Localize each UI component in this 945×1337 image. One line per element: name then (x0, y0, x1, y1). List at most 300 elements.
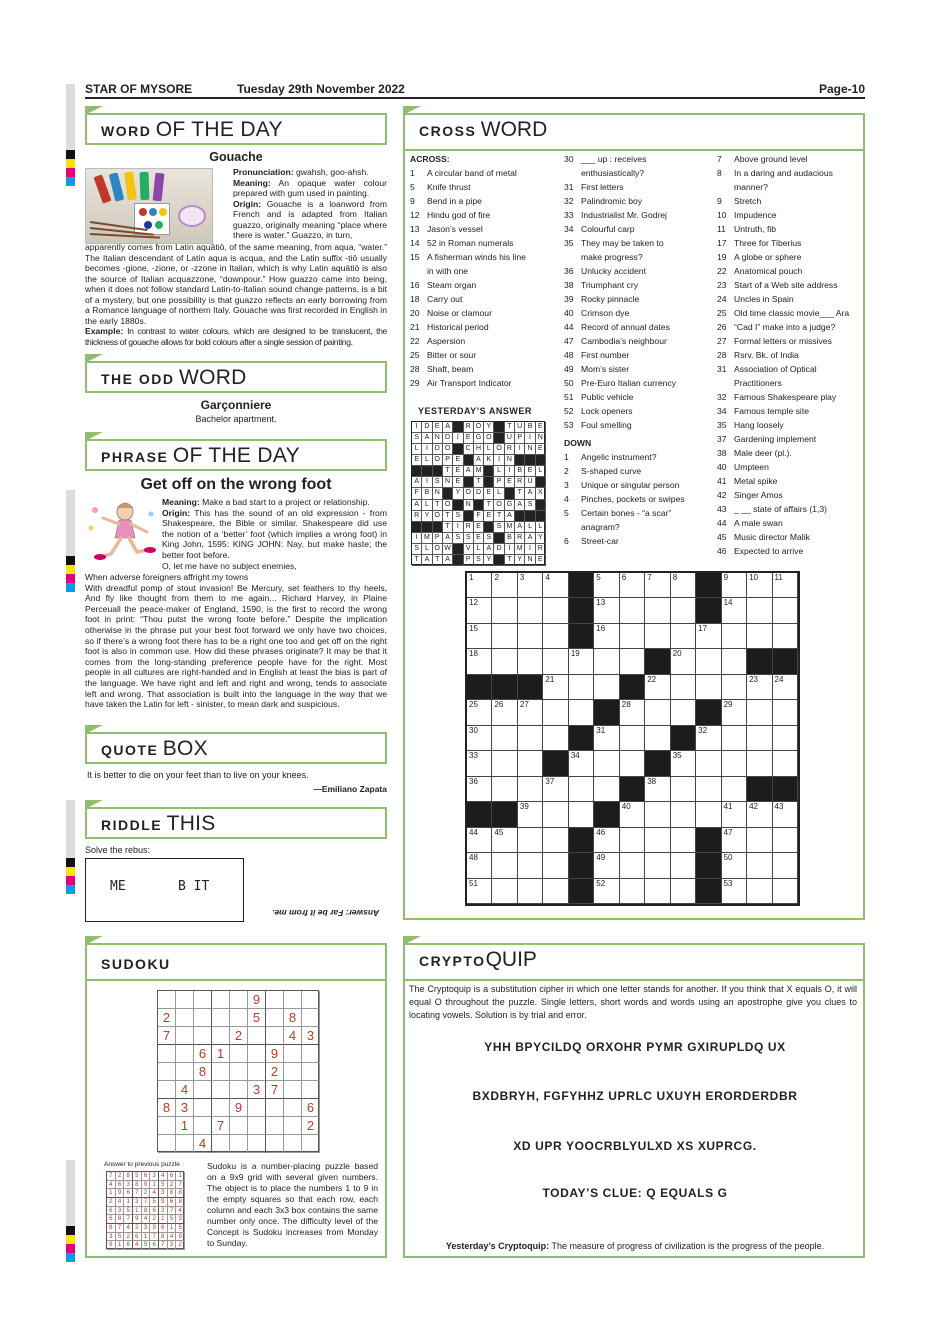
crossword-cell[interactable] (773, 751, 798, 776)
crossword-cell[interactable] (645, 700, 670, 725)
sudoku-cell[interactable] (158, 991, 176, 1009)
crossword-cell[interactable] (569, 777, 594, 802)
crossword-cell[interactable] (620, 828, 645, 853)
sudoku-cell[interactable] (176, 991, 194, 1009)
crossword-cell[interactable] (543, 879, 568, 904)
crossword-cell[interactable] (671, 675, 696, 700)
sudoku-cell[interactable] (158, 1063, 176, 1081)
clue-text: First number (581, 350, 630, 360)
crossword-cell[interactable] (594, 777, 619, 802)
quote-text: It is better to die on your feet than to live on your knees. (87, 770, 309, 780)
sudoku-cell[interactable] (230, 1135, 248, 1153)
sudoku-cell[interactable] (248, 1099, 266, 1117)
clue-item (410, 278, 526, 292)
crossword-cell[interactable] (645, 828, 670, 853)
crossword-cell[interactable] (543, 700, 568, 725)
crossword-cell[interactable] (594, 828, 619, 853)
crossword-cell[interactable] (747, 726, 772, 751)
sudoku-cell[interactable] (284, 1117, 302, 1135)
black-cell (494, 533, 504, 544)
sudoku-cell[interactable] (194, 1081, 212, 1099)
crossword-cell[interactable] (671, 624, 696, 649)
crossword-cell[interactable] (543, 675, 568, 700)
sudoku-cell[interactable] (248, 1135, 266, 1153)
crossword-cell[interactable] (518, 802, 543, 827)
crossword-cell[interactable] (518, 853, 543, 878)
crossword-cell[interactable] (696, 624, 721, 649)
clue-number: 39 (564, 294, 574, 304)
sudoku-cell: 7 (158, 1027, 176, 1045)
sudoku-cell[interactable] (284, 1099, 302, 1117)
answer-cell: A (422, 433, 432, 444)
crossword-cell[interactable] (747, 828, 772, 853)
crossword-cell[interactable] (645, 675, 670, 700)
crossword-cell[interactable] (722, 675, 747, 700)
sudoku-cell[interactable] (212, 1063, 230, 1081)
sudoku-cell[interactable] (266, 991, 284, 1009)
sudoku-answer-cell: 2 (133, 1224, 142, 1233)
crossword-cell[interactable] (518, 879, 543, 904)
black-cell (453, 500, 463, 511)
header-large: QUIP (485, 948, 537, 971)
clue-text: Uncles in Spain (734, 294, 794, 304)
crossword-cell[interactable] (671, 751, 696, 776)
clue-item (410, 292, 526, 306)
sudoku-cell: 8 (158, 1099, 176, 1117)
crossword-cell[interactable] (518, 777, 543, 802)
sudoku-answer-cell: 6 (116, 1181, 125, 1190)
answer-cell: R (536, 544, 546, 555)
clue-number: 24 (717, 294, 727, 304)
crossword-cell[interactable] (696, 675, 721, 700)
sudoku-cell[interactable] (230, 1045, 248, 1063)
clue-number: 30 (564, 154, 574, 164)
crossword-cell[interactable] (492, 726, 517, 751)
crossword-cell[interactable] (569, 700, 594, 725)
crossword-cell[interactable] (671, 649, 696, 674)
crossword-cell[interactable] (620, 751, 645, 776)
crossword-cell[interactable] (696, 649, 721, 674)
crossword-cell[interactable] (518, 598, 543, 623)
crossword-cell[interactable] (492, 573, 517, 598)
sudoku-cell: 6 (302, 1099, 320, 1117)
crossword-cell[interactable] (722, 598, 747, 623)
sudoku-cell[interactable] (176, 1045, 194, 1063)
answer-cell: N (433, 488, 443, 499)
sudoku-cell[interactable] (302, 1135, 320, 1153)
crossword-cell[interactable] (594, 675, 619, 700)
sudoku-answer-cell: 7 (133, 1189, 142, 1198)
answer-cell: L (412, 444, 422, 455)
crossword-cell[interactable] (492, 649, 517, 674)
answer-cell: I (505, 466, 515, 477)
crossword-cell[interactable] (747, 700, 772, 725)
sudoku-cell[interactable] (302, 991, 320, 1009)
color-swatches (66, 1226, 75, 1262)
crossword-cell[interactable] (645, 624, 670, 649)
clue-text: A male swan (734, 518, 783, 528)
crossword-cell[interactable] (594, 649, 619, 674)
crossword-cell[interactable] (467, 853, 492, 878)
crossword-cell[interactable] (747, 624, 772, 649)
crossword-cell[interactable] (467, 624, 492, 649)
sudoku-cell[interactable] (302, 1081, 320, 1099)
crossword-cell[interactable] (467, 751, 492, 776)
clue-item (564, 292, 685, 306)
crossword-cell[interactable] (569, 751, 594, 776)
sudoku-cell[interactable] (158, 1045, 176, 1063)
yesterday-answer-title: YESTERDAY’S ANSWER (418, 406, 532, 416)
crossword-cell[interactable] (773, 828, 798, 853)
crossword-cell[interactable] (569, 649, 594, 674)
crossword-cell[interactable] (594, 726, 619, 751)
crossword-cell[interactable] (722, 853, 747, 878)
clue-text: in with one (427, 266, 469, 276)
black-cell (569, 853, 594, 878)
crossword-cell[interactable] (773, 726, 798, 751)
crossword-cell[interactable] (492, 624, 517, 649)
black-cell (569, 573, 594, 598)
crossword-cell[interactable] (773, 573, 798, 598)
clue-number: 16 (410, 280, 420, 290)
sudoku-cell[interactable] (266, 1009, 284, 1027)
sudoku-answer-grid (106, 1171, 184, 1249)
sudoku-cell[interactable] (176, 1027, 194, 1045)
panel-rule (403, 149, 865, 151)
sudoku-cell: 9 (230, 1099, 248, 1117)
crossword-cell[interactable] (492, 879, 517, 904)
sudoku-cell[interactable] (248, 1027, 266, 1045)
crossword-cell[interactable] (492, 853, 517, 878)
clue-number: 25 (410, 350, 420, 360)
answer-cell: E (484, 511, 494, 522)
sudoku-answer-cell: 1 (142, 1233, 151, 1242)
crossword-cell[interactable] (543, 777, 568, 802)
crossword-cell[interactable] (594, 879, 619, 904)
sudoku-cell[interactable] (266, 1117, 284, 1135)
sudoku-cell[interactable] (158, 1081, 176, 1099)
sudoku-cell[interactable] (266, 1135, 284, 1153)
clue-number: 1 (564, 452, 569, 462)
black-cell (773, 649, 798, 674)
crossword-cell[interactable] (747, 802, 772, 827)
black-cell (474, 500, 484, 511)
clue-number: 38 (717, 448, 727, 458)
clue-item (410, 250, 526, 264)
sudoku-cell[interactable] (194, 1117, 212, 1135)
sudoku-cell[interactable] (302, 1063, 320, 1081)
sudoku-cell[interactable] (194, 991, 212, 1009)
crossword-cell[interactable] (467, 700, 492, 725)
sudoku-cell[interactable] (158, 1135, 176, 1153)
crossword-cell[interactable] (722, 726, 747, 751)
sudoku-cell[interactable] (212, 991, 230, 1009)
crossword-cell[interactable] (722, 624, 747, 649)
clue-number: 42 (717, 490, 727, 500)
crossword-cell[interactable] (467, 573, 492, 598)
sudoku-cell[interactable] (302, 1009, 320, 1027)
sudoku-answer-cell: 2 (142, 1189, 151, 1198)
sudoku-answer-cell: 1 (124, 1198, 133, 1207)
crossword-cell[interactable] (747, 751, 772, 776)
cell-number: 28 (621, 700, 631, 710)
crossword-cell[interactable] (747, 598, 772, 623)
sudoku-answer-cell: 8 (116, 1215, 125, 1224)
black-cell (492, 802, 517, 827)
clue-number: 34 (717, 406, 727, 416)
sudoku-cell[interactable] (230, 1063, 248, 1081)
sudoku-cell[interactable] (284, 991, 302, 1009)
crossword-cell[interactable] (492, 598, 517, 623)
crossword-cell[interactable] (518, 751, 543, 776)
sudoku-answer-cell: 6 (133, 1233, 142, 1242)
crossword-cell[interactable] (620, 802, 645, 827)
clue-number: 53 (564, 420, 574, 430)
crossword-cell[interactable] (645, 853, 670, 878)
sudoku-cell: 3 (176, 1099, 194, 1117)
black-cell (536, 511, 546, 522)
sudoku-cell[interactable] (176, 1063, 194, 1081)
crossword-cell[interactable] (773, 700, 798, 725)
sudoku-cell[interactable] (230, 1117, 248, 1135)
page-number: Page-10 (818, 82, 865, 96)
crossword-cell[interactable] (747, 879, 772, 904)
crossword-cell[interactable] (773, 598, 798, 623)
crossword-cell[interactable] (747, 675, 772, 700)
answer-cell: O (494, 500, 504, 511)
crossword-cell[interactable] (645, 777, 670, 802)
sudoku-cell[interactable] (284, 1045, 302, 1063)
crossword-cell[interactable] (696, 777, 721, 802)
answer-cell: D (443, 433, 453, 444)
sudoku-cell[interactable] (176, 1135, 194, 1153)
crossword-cell[interactable] (671, 777, 696, 802)
crossword-cell[interactable] (467, 879, 492, 904)
sudoku-cell[interactable] (212, 1099, 230, 1117)
crossword-cell[interactable] (492, 700, 517, 725)
crossword-cell[interactable] (594, 853, 619, 878)
clue-number: 8 (717, 168, 722, 178)
sudoku-cell[interactable] (266, 1027, 284, 1045)
crossword-cell[interactable] (620, 573, 645, 598)
sudoku-cell[interactable] (284, 1081, 302, 1099)
crossword-cell[interactable] (645, 726, 670, 751)
sudoku-cell[interactable] (248, 1117, 266, 1135)
sudoku-cell: 5 (248, 1009, 266, 1027)
clue-number: 32 (717, 392, 727, 402)
crossword-cell[interactable] (518, 624, 543, 649)
crossword-cell[interactable] (696, 802, 721, 827)
answer-cell: C (464, 444, 474, 455)
crossword-cell[interactable] (518, 700, 543, 725)
crossword-cell[interactable] (722, 649, 747, 674)
crossword-cell[interactable] (722, 573, 747, 598)
sudoku-cell: 2 (266, 1063, 284, 1081)
black-cell (464, 511, 474, 522)
crossword-cell[interactable] (773, 675, 798, 700)
sudoku-cell[interactable] (194, 1099, 212, 1117)
crossword-cell[interactable] (467, 649, 492, 674)
sudoku-cell[interactable] (284, 1063, 302, 1081)
crossword-cell[interactable] (645, 573, 670, 598)
crossword-cell[interactable] (747, 853, 772, 878)
crossword-cell[interactable] (671, 853, 696, 878)
crossword-cell[interactable] (543, 573, 568, 598)
crossword-cell[interactable] (722, 751, 747, 776)
crossword-cell[interactable] (518, 828, 543, 853)
sudoku-cell[interactable] (230, 1081, 248, 1099)
crossword-cell[interactable] (543, 598, 568, 623)
clue-number: 40 (717, 462, 727, 472)
crossword-cell[interactable] (467, 598, 492, 623)
print-margin-bar (66, 490, 75, 556)
crossword-cell[interactable] (543, 624, 568, 649)
crossword-cell[interactable] (594, 751, 619, 776)
sudoku-answer-cell: 6 (168, 1172, 177, 1181)
crossword-cell[interactable] (773, 624, 798, 649)
crossword-cell[interactable] (747, 573, 772, 598)
sudoku-answer-cell: 5 (116, 1233, 125, 1242)
sudoku-cell: 2 (158, 1009, 176, 1027)
answer-cell: A (443, 422, 453, 433)
crossword-cell[interactable] (671, 828, 696, 853)
crossword-cell[interactable] (543, 853, 568, 878)
black-cell (484, 477, 494, 488)
header-tab (85, 800, 103, 809)
cell-number: 10 (749, 573, 758, 582)
answer-cell: S (433, 477, 443, 488)
crossword-cell[interactable] (671, 802, 696, 827)
crossword-cell[interactable] (696, 726, 721, 751)
clue-number: 6 (564, 536, 569, 546)
crossword-cell[interactable] (492, 777, 517, 802)
answer-cell: T (443, 511, 453, 522)
clue-item (717, 376, 849, 390)
sudoku-cell[interactable] (212, 1009, 230, 1027)
crossword-cell[interactable] (620, 598, 645, 623)
sudoku-answer-cell: 7 (150, 1233, 159, 1242)
answer-cell: A (412, 477, 422, 488)
crossword-cell[interactable] (569, 802, 594, 827)
crossword-cell[interactable] (620, 853, 645, 878)
crossword-cell[interactable] (671, 700, 696, 725)
answer-cell: I (412, 533, 422, 544)
crossword-cell[interactable] (773, 879, 798, 904)
clue-text: Mom’s sister (581, 364, 630, 374)
crossword-cell[interactable] (722, 828, 747, 853)
header-small: PHRASE (101, 449, 169, 465)
sudoku-cell[interactable] (212, 1135, 230, 1153)
black-cell (536, 500, 546, 511)
sudoku-cell[interactable] (194, 1009, 212, 1027)
header-large: OF THE DAY (172, 444, 300, 467)
crossword-cell[interactable] (518, 649, 543, 674)
crossword-cell[interactable] (543, 802, 568, 827)
paper-name: STAR OF MYSORE (85, 82, 193, 96)
sudoku-answer-cell: 8 (176, 1189, 185, 1198)
water-dish-icon (178, 205, 206, 227)
crossword-cell[interactable] (671, 598, 696, 623)
answer-cell: O (484, 433, 494, 444)
sudoku-answer-cell: 8 (168, 1189, 177, 1198)
crossword-cell[interactable] (543, 828, 568, 853)
clue-text: First letters (581, 182, 624, 192)
clue-text: Cambodia’s neighbour (581, 336, 667, 346)
crossword-cell[interactable] (594, 573, 619, 598)
clue-number: 35 (717, 420, 727, 430)
clue-item (564, 320, 685, 334)
crossword-cell[interactable] (696, 751, 721, 776)
answer-cell: B (505, 533, 515, 544)
crossword-cell[interactable] (645, 879, 670, 904)
crossword-cell[interactable] (773, 853, 798, 878)
crossword-cell[interactable] (620, 624, 645, 649)
clue-text: Carry out (427, 294, 463, 304)
sudoku-cell[interactable] (230, 1009, 248, 1027)
crossword-cell[interactable] (671, 573, 696, 598)
sudoku-cell[interactable] (230, 991, 248, 1009)
crossword-cell[interactable] (722, 777, 747, 802)
crossword-cell[interactable] (645, 802, 670, 827)
sudoku-cell[interactable] (266, 1099, 284, 1117)
clue-text: Steam organ (427, 280, 477, 290)
answer-cell: E (433, 422, 443, 433)
crossword-cell[interactable] (518, 726, 543, 751)
crossword-cell[interactable] (594, 598, 619, 623)
clue-text: Public vehicle (581, 392, 634, 402)
crossword-cell[interactable] (518, 573, 543, 598)
black-cell (620, 675, 645, 700)
crossword-cell[interactable] (620, 700, 645, 725)
crossword-cell[interactable] (645, 598, 670, 623)
crossword-cell[interactable] (620, 879, 645, 904)
crossword-cell[interactable] (492, 828, 517, 853)
sudoku-cell[interactable] (248, 1045, 266, 1063)
clue-text: _ __ state of affairs (1,3) (734, 504, 827, 514)
sudoku-cell[interactable] (284, 1135, 302, 1153)
crossword-cell[interactable] (722, 879, 747, 904)
sudoku-cell[interactable] (212, 1027, 230, 1045)
crossword-cell[interactable] (467, 726, 492, 751)
crossword-cell[interactable] (467, 828, 492, 853)
crossword-cell[interactable] (492, 751, 517, 776)
sudoku-cell[interactable] (158, 1117, 176, 1135)
crossword-cell[interactable] (543, 649, 568, 674)
crossword-cell[interactable] (467, 777, 492, 802)
sudoku-cell[interactable] (302, 1045, 320, 1063)
crossword-cell[interactable] (594, 624, 619, 649)
clue-text: Famous temple site (734, 406, 809, 416)
cell-number: 8 (672, 573, 678, 582)
crossword-cell[interactable] (569, 675, 594, 700)
clue-text: make progress? (581, 252, 643, 262)
clue-item (717, 264, 849, 278)
sudoku-cell[interactable] (212, 1081, 230, 1099)
answer-cell: S (494, 522, 504, 533)
crossword-cell[interactable] (620, 649, 645, 674)
crossword-cell[interactable] (671, 879, 696, 904)
crossword-cell[interactable] (722, 700, 747, 725)
sudoku-cell[interactable] (194, 1027, 212, 1045)
header-tab (85, 354, 103, 363)
crossword-cell[interactable] (722, 802, 747, 827)
sudoku-cell[interactable] (176, 1009, 194, 1027)
sudoku-answer-cell: 7 (116, 1224, 125, 1233)
crossword-cell[interactable] (543, 726, 568, 751)
sudoku-cell[interactable] (248, 1063, 266, 1081)
crossword-cell[interactable] (620, 726, 645, 751)
crossword-cell[interactable] (773, 802, 798, 827)
